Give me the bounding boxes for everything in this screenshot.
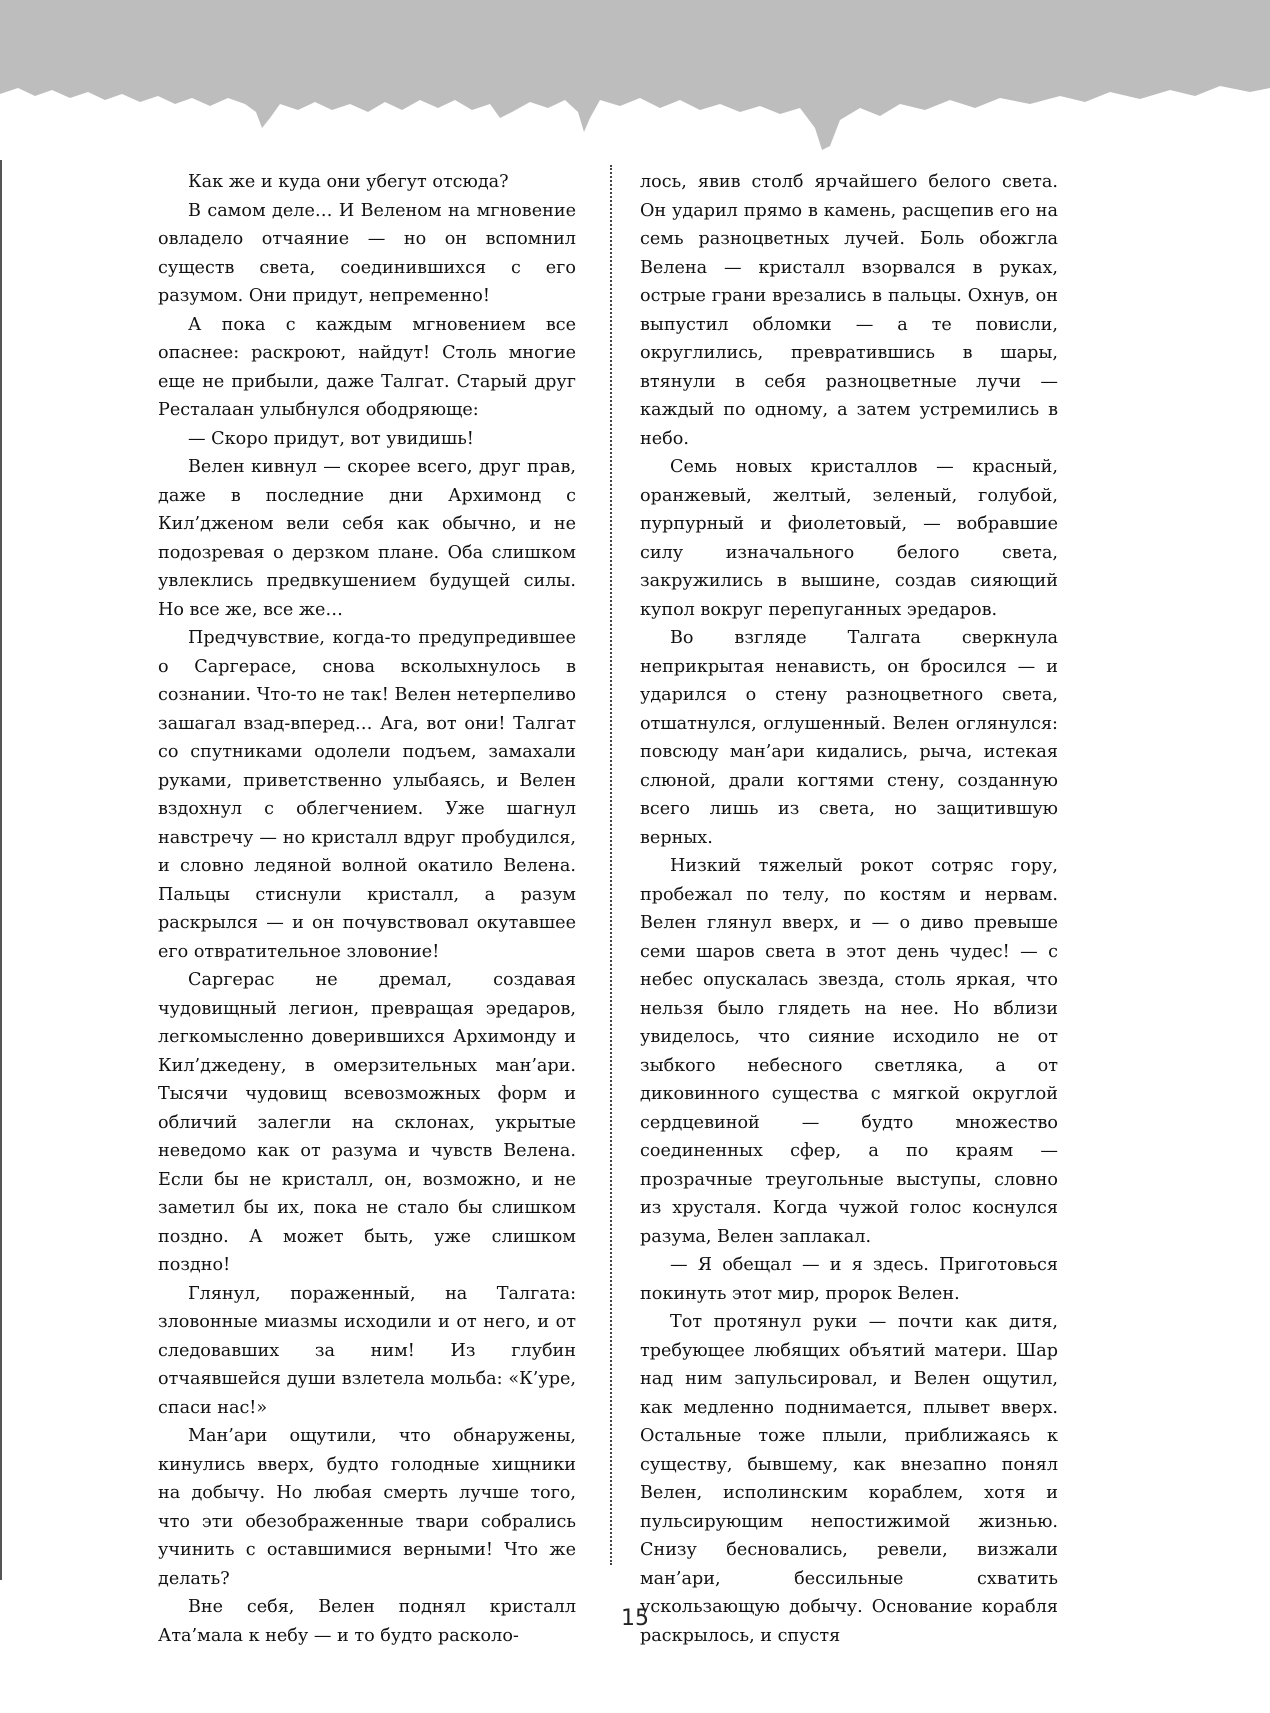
paragraph: Ман’ари ощутили, что обнаружены, кинулись вверх, будто голодные хищники на добычу. Но любая смерть лучше того, что эти обезображенные твари собрались учинить с оставшимися верными! Что же делать? [158, 1426, 576, 1589]
paragraph: лось, явив столб ярчайшего белого света. Он ударил прямо в камень, расщепив его на семь разноцветных лучей. Боль обожгла Велена — кристалл взорвался в руках, острые грани врезались в пальцы. Охнув, он выпустил обломки — а те повисли, округлились, превратившись в шары, втянули в себя разноцветные лучи — каждый по одному, а затем устремились в небо. [640, 172, 1058, 449]
paragraph: — Скоро придут, вот увидишь! [188, 428, 474, 449]
paragraph: — Я обещал — и я здесь. Приготовься покинуть этот мир, пророк Велен. [640, 1255, 1058, 1304]
text-column-left [158, 168, 576, 1650]
grunge-header-band [0, 0, 1270, 170]
paragraph: Семь новых кристаллов — красный, оранжевый, желтый, зеленый, голубой, пурпурный и фиолетовый, — вобравшие силу изначального белого света, закружились в вышине, создав сияющий купол вокруг перепуганных эредаров. [640, 457, 1058, 620]
paragraph: В самом деле… И Веленом на мгновение овладело отчаяние — но он вспомнил существ света, соединившихся с его разумом. Они придут, непременно! [158, 200, 576, 306]
paragraph: А пока с каждым мгновением все опаснее: раскроют, найдут! Столь многие еще не прибыли, даже Талгат. Старый друг Ресталаан улыбнулся ободряюще: [158, 314, 576, 420]
paragraph: Глянул, пораженный, на Талгата: зловонные миазмы исходили и от него, и от следовавших за ним! Из глубин отчаявшейся души взлетела мольба: «К’уре, спаси нас!» [158, 1283, 576, 1418]
page-number: 15 [621, 1606, 649, 1631]
paragraph: Вне себя, Велен поднял кристалл Ата’мала к небу — и то будто расколо- [158, 1597, 576, 1646]
paragraph: Низкий тяжелый рокот сотряс гору, пробежал по телу, по костям и нервам. Велен глянул вверх, и — о диво превыше семи шаров света в этот день чудес! — с небес опускалась звезда, столь яркая, что нельзя было глядеть на нее. Но вблизи увиделось, что сияние исходило не от зыбкого небесного светляка, а от диковинного существа с мягкой округлой сердцевиной — будто множество соединенных сфер, а по краям — прозрачные треугольные выступы, словно из хрусталя. Когда чужой голос коснулся разума, Велен заплакал. [640, 856, 1058, 1247]
paragraph: Во взгляде Талгата сверкнула неприкрытая ненависть, он бросился — и ударился о стену разноцветного света, отшатнулся, оглушенный. Велен оглянулся: повсюду ман’ари кидались, рыча, истекая слюной, драли когтями стену, созданную всего лишь из света, но защитившую верных. [640, 628, 1058, 848]
text-column-right [640, 168, 1058, 1650]
paragraph: Саргерас не дремал, создавая чудовищный легион, превращая эредаров, легкомысленно доверившихся Архимонду и Кил’джедену, в омерзительных ман’ари. Тысячи чудовищ всевозможных форм и обличий залегли на склонах, укрытые неведомо как от разума и чувств Велена. Если бы не кристалл, он, возможно, и не заметил бы их, пока не стало бы слишком поздно. А может быть, уже слишком поздно! [158, 970, 576, 1275]
paragraph: Велен кивнул — скорее всего, друг прав, даже в последние дни Архимонд с Кил’дженом вели себя как обычно, и не подозревая о дерзком плане. Оба слишком увлеклись предвкушением будущей силы. Но все же, все же… [158, 457, 576, 620]
page-edge-line [0, 160, 2, 1580]
paragraph: Как же и куда они убегут отсюда? [188, 172, 509, 192]
paragraph: Предчувствие, когда-то предупредившее о Саргерасе, снова всколыхнулось в сознании. Что-то не так! Велен нетерпеливо зашагал взад-вперед… Ага, вот они! Талгат со спутниками одолели подъем, замахали руками, приветственно улыбаясь, и Велен вздохнул с облегчением. Уже шагнул навстречу — но кристалл вдруг пробудился, и словно ледяной волной окатило Велена. Пальцы стиснули кристалл, а разум раскрылся — и он почувствовал окутавшее его отвратительное зловоние! [158, 628, 576, 962]
column-divider [610, 165, 612, 1565]
paragraph: Тот протянул руки — почти как дитя, требующее любящих объятий матери. Шар над ним запульсировал, и Велен ощутил, как медленно поднимается, плывет вверх. Остальные тоже плыли, приближаясь к существу, бывшему, как внезапно понял Велен, исполинским кораблем, хотя и пульсирующим непостижимой жизнью. Снизу бесновались, ревели, визжали ман’ари, бессильные схватить ускользающую добычу. Основание корабля раскрылось, и спустя [640, 1312, 1058, 1646]
